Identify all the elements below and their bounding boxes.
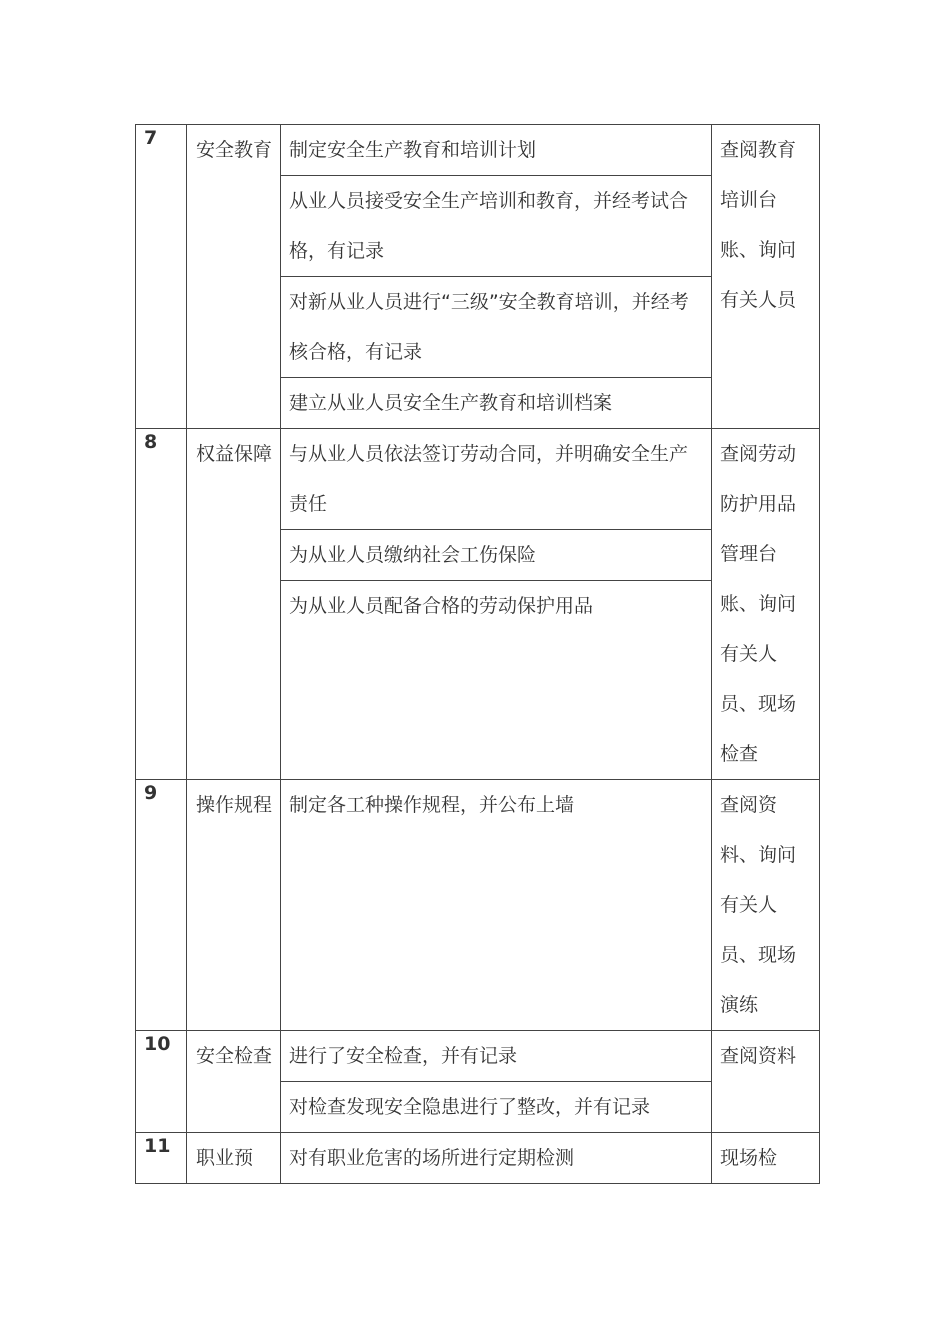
row-number: 8 (136, 429, 187, 780)
check-item: 为从业人员缴纳社会工伤保险 (281, 530, 712, 581)
check-item: 制定安全生产教育和培训计划 (281, 125, 712, 176)
check-item: 为从业人员配备合格的劳动保护用品 (281, 581, 712, 780)
row-category: 安全教育 (187, 125, 281, 429)
check-item: 对检查发现安全隐患进行了整改，并有记录 (281, 1082, 712, 1133)
check-item: 建立从业人员安全生产教育和培训档案 (281, 378, 712, 429)
row-number: 11 (136, 1133, 187, 1184)
check-method: 现场检 (712, 1133, 820, 1184)
row-number: 7 (136, 125, 187, 429)
row-number: 9 (136, 780, 187, 1031)
check-item: 对有职业危害的场所进行定期检测 (281, 1133, 712, 1184)
row-category: 安全检查 (187, 1031, 281, 1133)
check-item: 进行了安全检查，并有记录 (281, 1031, 712, 1082)
check-method: 查阅资料 (712, 1031, 820, 1133)
table-row (136, 429, 820, 530)
check-item: 与从业人员依法签订劳动合同，并明确安全生产责任 (281, 429, 712, 530)
inspection-table (135, 124, 820, 1184)
table-row (136, 780, 820, 1031)
table-row (136, 1133, 820, 1184)
row-category: 权益保障 (187, 429, 281, 780)
check-item: 对新从业人员进行“三级”安全教育培训，并经考核合格，有记录 (281, 277, 712, 378)
check-item: 制定各工种操作规程，并公布上墙 (281, 780, 712, 1031)
row-category: 职业预 (187, 1133, 281, 1184)
check-method: 查阅教育培训台账、询问有关人员 (712, 125, 820, 429)
check-method: 查阅资料、询问有关人员、现场演练 (712, 780, 820, 1031)
table-row (136, 125, 820, 176)
row-number: 10 (136, 1031, 187, 1133)
row-category: 操作规程 (187, 780, 281, 1031)
table-row (136, 1031, 820, 1082)
check-item: 从业人员接受安全生产培训和教育，并经考试合格，有记录 (281, 176, 712, 277)
check-method: 查阅劳动防护用品管理台账、询问有关人员、现场检查 (712, 429, 820, 780)
